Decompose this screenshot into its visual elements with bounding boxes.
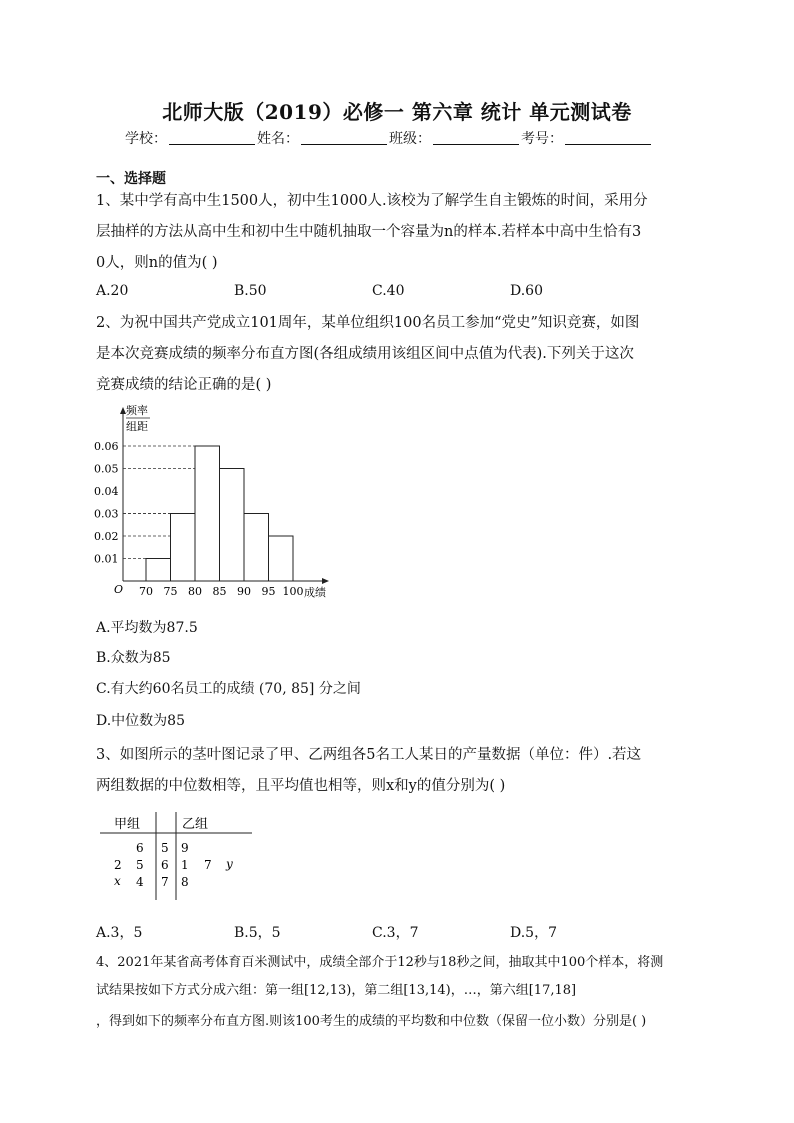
bar-75-80 [171, 514, 196, 582]
y-tick-0.06: 0.06 [94, 440, 119, 453]
y-tick-0.04: 0.04 [94, 485, 119, 498]
q1-line3: 0人，则n的值为( ) [96, 255, 218, 271]
x-tick-95: 95 [261, 585, 276, 598]
y-tick-0.01: 0.01 [94, 552, 119, 566]
origin-label: O [114, 583, 124, 596]
x-tick-80: 80 [188, 585, 202, 598]
histogram-chart [90, 400, 350, 605]
leaf-jia-row2-b: 5 [136, 858, 144, 872]
q3-option-a[interactable]: A.3，5 [96, 925, 143, 941]
q2-line3: 竞赛成绩的结论正确的是( ) [96, 377, 272, 393]
q1-option-a[interactable]: A.20 [96, 283, 129, 299]
section-heading: 一、选择题 [96, 171, 166, 187]
leaf-jia-row2-a: 2 [114, 858, 122, 872]
page-title: 北师大版（2019）必修一 第六章 统计 单元测试卷 [162, 100, 632, 124]
x-tick-90: 90 [237, 585, 251, 598]
x-tick-75: 75 [163, 585, 178, 598]
name-blank[interactable] [301, 130, 387, 145]
bar-90-95 [244, 514, 269, 582]
y-axis-label-top: 频率 [126, 404, 148, 417]
q2-option-c[interactable]: C.有大约60名员工的成绩 (70, 85] 分之间 [96, 681, 361, 697]
student-info-line [125, 128, 653, 148]
q2-option-d[interactable]: D.中位数为85 [96, 713, 185, 729]
x-axis-label: 成绩 [304, 586, 326, 599]
q3-option-b[interactable]: B.5，5 [234, 925, 281, 941]
stem-row3: 7 [161, 875, 169, 889]
y-tick-0.03: 0.03 [94, 507, 119, 521]
examno-label: 考号： [521, 131, 563, 147]
q1-option-c[interactable]: C.40 [372, 283, 405, 299]
q4-line3: ，得到如下的频率分布直方图.则该100考生的成绩的平均数和中位数（保留一位小数）分别是( ) [96, 1014, 647, 1029]
leaf-jia-row3-b: 4 [136, 875, 144, 889]
leaf-jia-row1-a: 6 [136, 841, 144, 855]
leaf-yi-row3-a: 8 [181, 875, 189, 889]
bar-85-90 [220, 469, 245, 582]
y-axis-label-bottom: 组距 [126, 420, 148, 433]
x-tick-85: 85 [212, 585, 227, 598]
group-yi-header: 乙组 [182, 817, 209, 832]
school-label: 学校： [125, 131, 167, 147]
school-blank[interactable] [169, 130, 255, 145]
leaf-jia-row3-a: x [114, 874, 121, 888]
q1-option-d[interactable]: D.60 [510, 283, 543, 299]
leaf-yi-row2-c: y [226, 857, 233, 871]
leaf-yi-row2-b: 7 [204, 858, 212, 872]
q4-line2: 试结果按如下方式分成六组：第一组[12,13)，第二组[13,14)，…，第六组[17,18] [96, 983, 577, 998]
stem-row2: 6 [161, 858, 169, 872]
x-tick-100: 100 [282, 585, 304, 598]
group-jia-header: 甲组 [114, 817, 141, 832]
bar-80-85 [195, 446, 220, 581]
q3-option-d[interactable]: D.5，7 [510, 925, 557, 941]
name-label: 姓名： [257, 131, 299, 147]
stem-leaf-plot [100, 812, 260, 904]
q3-option-c[interactable]: C.3，7 [372, 925, 419, 941]
q1-line1: 1、某中学有高中生1500人，初中生1000人.该校为了解学生自主锻炼的时间，采用分 [96, 193, 648, 209]
q2-option-a[interactable]: A.平均数为87.5 [96, 620, 198, 636]
bar-70-75 [146, 559, 171, 582]
y-tick-0.05: 0.05 [94, 462, 119, 476]
class-label: 班级： [389, 131, 431, 147]
q2-option-b[interactable]: B.众数为85 [96, 650, 171, 666]
y-tick-0.02: 0.02 [94, 530, 119, 543]
q3-line1: 3、如图所示的茎叶图记录了甲、乙两组各5名工人某日的产量数据（单位：件）.若这 [96, 747, 642, 763]
q3-line2: 两组数据的中位数相等，且平均值也相等，则x和y的值分别为( ) [96, 778, 506, 794]
q2-line2: 是本次竞赛成绩的频率分布直方图(各组成绩用该组区间中点值为代表).下列关于这次 [96, 346, 634, 362]
x-tick-70: 70 [139, 585, 153, 598]
leaf-yi-row1-a: 9 [181, 841, 189, 855]
stem-row1: 5 [161, 841, 169, 855]
bar-95-100 [269, 536, 294, 581]
examno-blank[interactable] [565, 130, 651, 145]
class-blank[interactable] [433, 130, 519, 145]
q1-option-b[interactable]: B.50 [234, 283, 267, 299]
q1-line2: 层抽样的方法从高中生和初中生中随机抽取一个容量为n的样本.若样本中高中生恰有3 [96, 224, 642, 240]
leaf-yi-row2-a: 1 [181, 858, 189, 872]
q2-line1: 2、为祝中国共产党成立101周年，某单位组织100名员工参加“党史”知识竞赛，如图 [96, 315, 640, 331]
q4-line1: 4、2021年某省高考体育百米测试中，成绩全部介于12秒与18秒之间，抽取其中100个样本，将测 [96, 955, 664, 970]
